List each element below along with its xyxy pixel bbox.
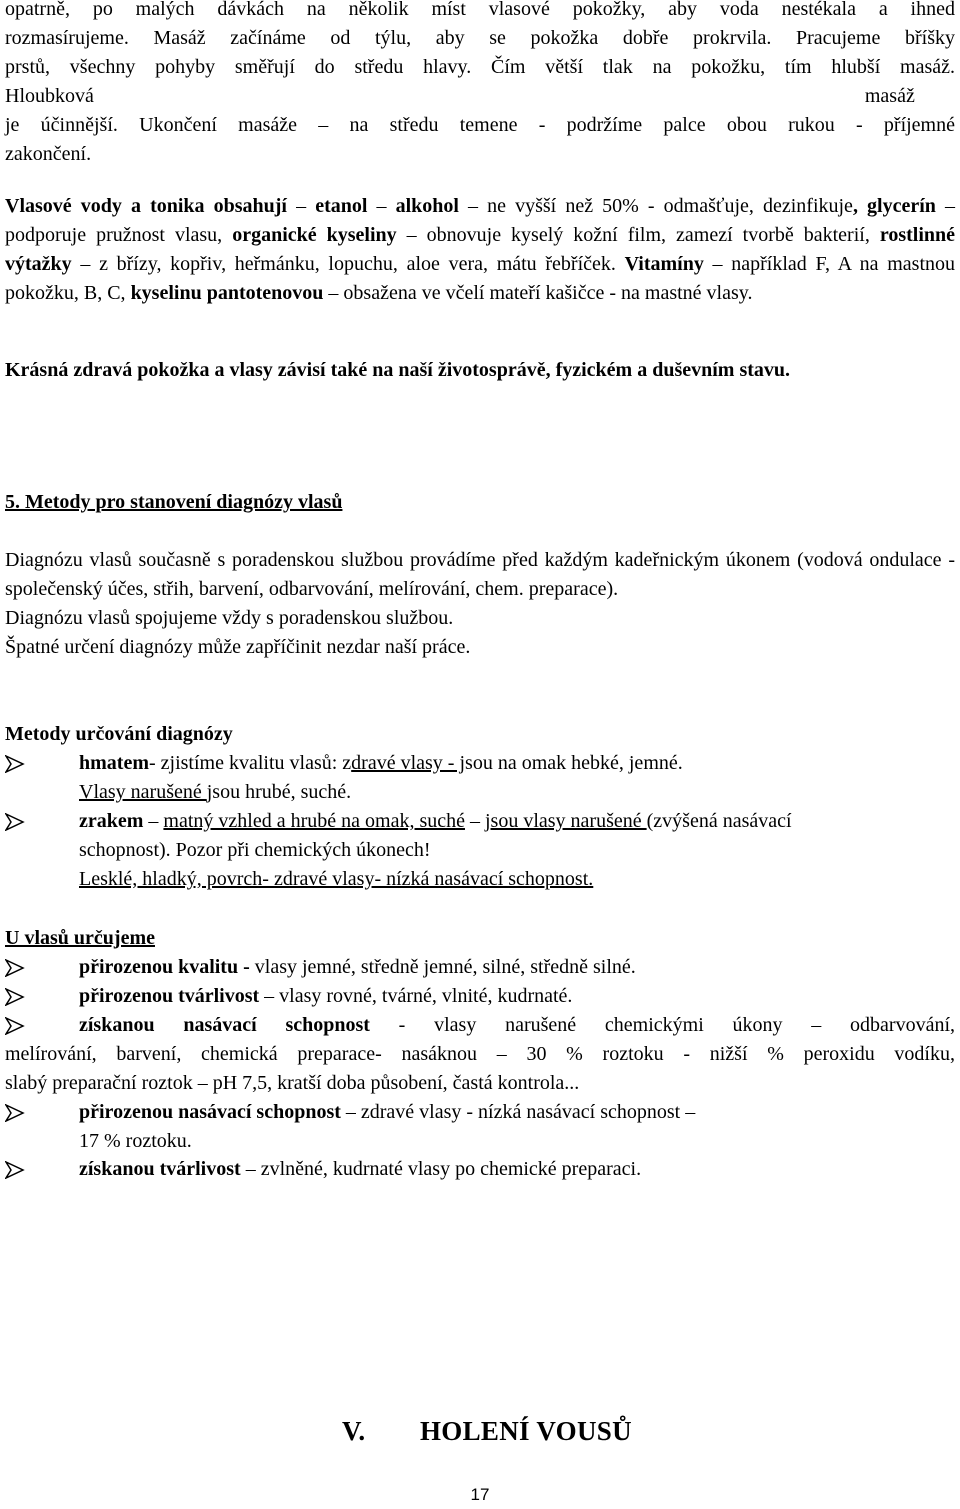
text-run: – zvlněné, kudrnaté vlasy po chemické preparaci. (240, 1158, 642, 1180)
bold-term: zrakem (79, 810, 144, 832)
diagnosis-text: Diagnózu vlasů spojujeme vždy s poradenskou službou. (5, 607, 454, 629)
bold-term: etanol (315, 195, 368, 217)
chapter-title: HOLENÍ VOUSŮ (420, 1416, 632, 1446)
arrowhead-bullet-icon (5, 1098, 27, 1127)
underlined-run: dravé vlasy - j (351, 752, 466, 774)
text-run: – (367, 195, 396, 217)
text-run: – (287, 195, 316, 217)
text-run: – obnovuje kyselý kožní film, zamezí tvorbě bakterií, (396, 224, 880, 246)
text-run: schopnost). Pozor při chemických úkonech! (79, 839, 431, 861)
text-run: – obsažena ve včelí mateří kašičce - na mastné vlasy. (323, 282, 753, 304)
list-item (5, 1098, 955, 1156)
text-run: – zdravé vlasy - nízká nasávací schopnost – (340, 1101, 696, 1123)
chapter-number: V. (342, 1416, 366, 1446)
bold-term: získanou tvárlivost (79, 1158, 241, 1180)
text-run: – (464, 810, 485, 832)
bold-term: přirozenou tvárlivost (79, 985, 260, 1007)
bold-term: rostlinné výtažky (5, 224, 956, 275)
bold-term: organické kyseliny (232, 224, 397, 246)
list-item (5, 982, 955, 1011)
underlined-run: jsou vlasy narušené (484, 810, 647, 832)
massage-paragraph (5, 0, 955, 169)
list-item (5, 1155, 955, 1184)
text-run: (zvýšená nasávací (646, 810, 792, 832)
bold-term: Vlasové vody a tonika obsahují (5, 195, 287, 217)
bold-term: alkohol (395, 195, 459, 217)
page-number: 17 (470, 1485, 490, 1504)
text-run: jsou hrubé, suché. (206, 781, 352, 803)
text-line: prstů, všechny pohyby směřují do středu hlavy. Čím větší tlak na pokožku, tím hlubší masáž. (5, 56, 955, 78)
text-line: slabý preparační roztok – pH 7,5, kratší doba působení, častá kontrola... (5, 1072, 580, 1094)
text-run: vlasy jemné, středně jemné, silné, středně silné. (249, 956, 636, 978)
bold-term: hmatem (79, 752, 149, 774)
text-run: – vlasy rovné, tvárné, vlnité, kudrnaté. (259, 985, 573, 1007)
underlined-run: Lesklé, hladký, povrch- zdravé vlasy- nízká nasávací schopnost. (79, 868, 594, 890)
arrowhead-bullet-icon (5, 1155, 27, 1184)
list-item (5, 749, 955, 807)
text-run: - zjistíme kvalitu vlasů: z (148, 752, 352, 774)
text-line: melírování, barvení, chemická preparace- nasáknou – 30 % roztoku - nižší % peroxidu vodíku, (5, 1043, 955, 1065)
chapter-heading (342, 1416, 632, 1447)
section-5 (5, 488, 955, 517)
list-item (5, 953, 955, 982)
list-item (5, 807, 955, 894)
text-run: - vlasy narušené chemickými úkony – odbarvování, (369, 1014, 955, 1036)
bold-term: přirozenou kvalitu - (79, 956, 250, 978)
methods-heading: Metody určování diagnózy (5, 723, 233, 745)
text-line: rozmasírujeme. Masáž začínáme od týlu, aby se pokožka dobře prokrvila. Pracujeme bříšky (5, 27, 955, 49)
arrowhead-bullet-icon (5, 807, 27, 836)
arrowhead-bullet-icon (5, 1011, 27, 1040)
section-heading: 5. Metody pro stanovení diagnózy vlasů (5, 491, 343, 513)
bold-term: Vitamíny (624, 253, 704, 275)
underlined-run: matný vzhled a hrubé na omak, suché (163, 810, 465, 832)
bold-term: , glycerín (852, 195, 936, 217)
text-line: je účinnější. Ukončení masáže – na středu temene - podržíme palce obou rukou - příjemné (5, 114, 955, 136)
bold-term: získanou nasávací schopnost (79, 1014, 370, 1036)
list-item (5, 1011, 955, 1098)
text-line-split: Hloubková masáž (5, 85, 915, 107)
text-line: zakončení. (5, 143, 92, 165)
determine-heading: U vlasů určujeme (5, 927, 155, 949)
diagnosis-text: Diagnózu vlasů současně s poradenskou službou provádíme před každým kadeřnickým úkonem (vodová ondulace - společenský účes, střih, barvení, odbarvování, melírování, chem. preparace). (5, 549, 955, 600)
text-line (5, 82, 955, 111)
arrowhead-bullet-icon (5, 982, 27, 1011)
bold-term: kyselinu pantotenovou (130, 282, 324, 304)
health-paragraph (5, 356, 955, 385)
text-run: 17 % roztoku. (79, 1130, 192, 1152)
text-line: opatrně, po malých dávkách na několik míst vlasové pokožky, aby voda nestékala a ihned (5, 0, 955, 20)
text-run: – například F, A na mastnou pokožku, B, C, (5, 253, 955, 304)
determine-heading-block (5, 924, 955, 953)
text-run: – z břízy, kopřiv, heřmánku, lopuchu, aloe vera, mátu řebříček. (71, 253, 625, 275)
tonics-text (5, 192, 955, 308)
bold-term: přirozenou nasávací schopnost (79, 1101, 341, 1123)
arrowhead-bullet-icon (5, 953, 27, 982)
tonics-paragraph (5, 192, 955, 308)
section-5-body (5, 546, 955, 662)
methods-heading-block (5, 720, 955, 749)
text-run: – (143, 810, 164, 832)
diagnosis-text: Špatné určení diagnózy může zapříčinit nezdar naší práce. (5, 636, 471, 658)
arrowhead-bullet-icon (5, 749, 27, 778)
text-run: – ne vyšší než 50% - odmašťuje, dezinfikuje (458, 195, 853, 217)
text-run: – podporuje pružnost vlasu, (5, 195, 955, 246)
underlined-run: Vlasy narušené (79, 781, 207, 803)
health-text: Krásná zdravá pokožka a vlasy závisí také na naší životosprávě, fyzickém a duševním stavu. (5, 359, 791, 381)
text-run: sou na omak hebké, jemné. (465, 752, 683, 774)
